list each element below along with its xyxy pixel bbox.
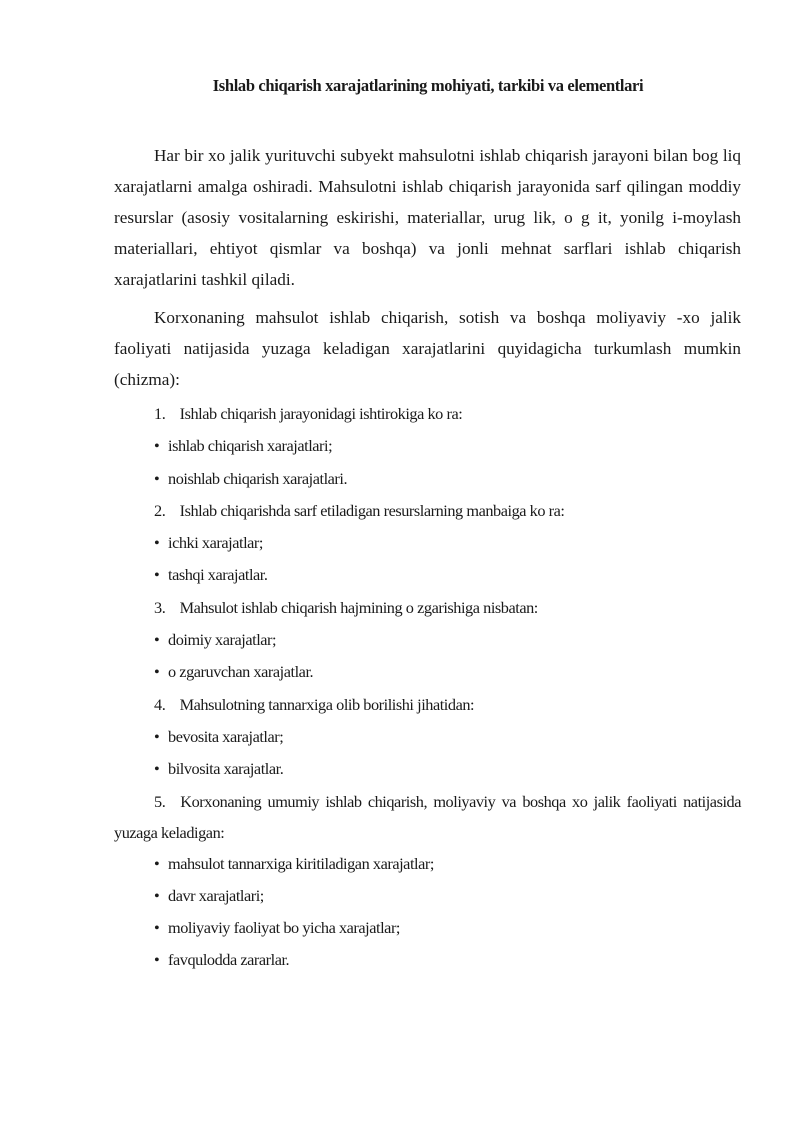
classification-heading-4 (114, 689, 741, 721)
item-text: bevosita xarajatlar; (168, 726, 284, 746)
item-text: ichki xarajatlar; (168, 533, 263, 553)
item-text: bilvosita xarajatlar. (168, 759, 284, 779)
classification-intro-paragraph: Korxonaning mahsulot ishlab chiqarish, sotish va boshqa moliyaviy -xo jalik faoliyati natijasida yuzaga keladigan xarajatlarini quyidagicha turkumlash mumkin (chizma): (114, 308, 741, 389)
bullet-icon: • (154, 533, 160, 553)
list-item (114, 753, 741, 785)
list-item (114, 527, 741, 559)
intro-paragraph: Har bir xo jalik yurituvchi subyekt mahsulotni ishlab chiqarish jarayoni bilan bog liq xarajatlarni amalga oshiradi. Mahsulotni ishlab chiqarish jarayonida sarf qilingan moddiy resurslar (asosiy vositalarning eskirishi, materiallar, urug lik, o g it, yonilg i-moylash materiallari, ehtiyot qismlar va boshqa) va jonli mehnat sarflari ishlab chiqarish xarajatlarini tashkil qiladi. (114, 146, 741, 289)
list-number: 1. (154, 404, 166, 423)
item-text: davr xarajatlari; (168, 885, 264, 905)
list-item (114, 463, 741, 495)
list-number: 5. (154, 791, 166, 811)
heading-text: Mahsulot ishlab chiqarish hajmining o zgarishiga nisbatan: (179, 597, 538, 617)
bullet-icon: • (154, 662, 160, 682)
heading-text: Korxonaning umumiy ishlab chiqarish, moliyaviy va boshqa xo jalik faoliyati natijasida yuzaga keladigan: (114, 791, 741, 842)
bullet-icon: • (154, 726, 160, 746)
list-item (114, 624, 741, 656)
list-item (114, 559, 741, 591)
classification-heading-3 (114, 592, 741, 624)
list-item (114, 721, 741, 753)
list-item (114, 912, 741, 944)
bullet-icon: • (154, 950, 160, 970)
item-text: moliyaviy faoliyat bo yicha xarajatlar; (168, 918, 401, 938)
bullet-icon: • (154, 853, 160, 873)
classification-heading-5 (114, 786, 741, 848)
item-text: favqulodda zararlar. (168, 950, 290, 970)
bullet-icon: • (154, 565, 160, 585)
item-text: noishlab chiqarish xarajatlari. (168, 468, 348, 488)
bullet-icon: • (154, 885, 160, 905)
item-text: tashqi xarajatlar. (168, 565, 268, 585)
heading-text: Mahsulotning tannarxiga olib borilishi jihatidan: (179, 694, 475, 714)
list-item (114, 656, 741, 688)
list-number: 2. (154, 500, 166, 520)
list-item (114, 944, 741, 976)
bullet-icon: • (154, 918, 160, 938)
bullet-icon: • (154, 436, 160, 456)
item-text: ishlab chiqarish xarajatlari; (168, 436, 333, 456)
document-title: Ishlab chiqarish xarajatlarining mohiyati, tarkibi va elementlari (212, 76, 644, 95)
classification-list (114, 398, 741, 977)
classification-heading-1 (114, 398, 741, 430)
list-item (114, 848, 741, 880)
list-number: 3. (154, 597, 166, 617)
bullet-icon: • (154, 759, 160, 779)
item-text: mahsulot tannarxiga kiritiladigan xarajatlar; (168, 853, 434, 873)
item-text: o zgaruvchan xarajatlar. (168, 662, 314, 682)
bullet-icon: • (154, 630, 160, 650)
heading-text: Ishlab chiqarish jarayonidagi ishtirokiga ko ra: (179, 404, 463, 423)
list-number: 4. (154, 694, 166, 714)
list-item (114, 430, 741, 462)
list-item (114, 880, 741, 912)
heading-text: Ishlab chiqarishda sarf etiladigan resurslarning manbaiga ko ra: (179, 500, 565, 520)
bullet-icon: • (154, 468, 160, 488)
classification-heading-2 (114, 495, 741, 527)
item-text: doimiy xarajatlar; (168, 630, 277, 650)
